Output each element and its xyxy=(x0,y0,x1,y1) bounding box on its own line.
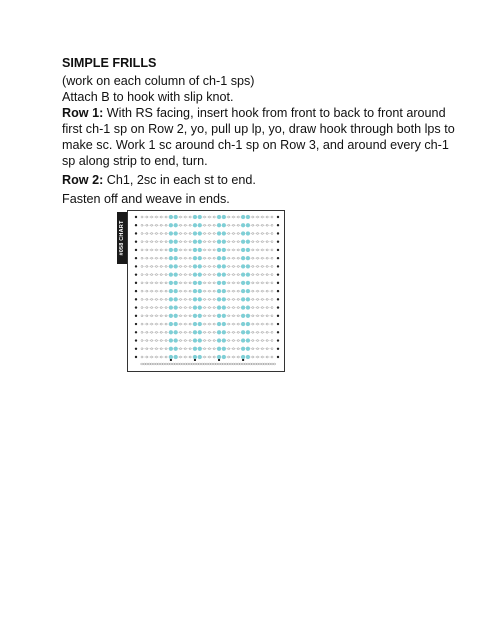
frill-stitch xyxy=(246,240,250,244)
frill-stitch xyxy=(222,223,226,227)
base-marker xyxy=(170,359,172,361)
frill-stitch xyxy=(217,215,221,219)
chart-grid xyxy=(128,211,284,371)
frill-stitch xyxy=(169,297,173,301)
frill-stitch xyxy=(217,223,221,227)
frill-stitch xyxy=(193,215,197,219)
frill-stitch xyxy=(174,223,178,227)
frill-stitch xyxy=(169,355,173,359)
frill-stitch xyxy=(198,289,202,293)
frill-stitch xyxy=(241,347,245,351)
frill-stitch xyxy=(174,265,178,269)
frill-stitch xyxy=(193,306,197,310)
frill-stitch xyxy=(222,347,226,351)
frill-stitch xyxy=(246,355,250,359)
frill-stitch xyxy=(193,248,197,252)
row-end-marker xyxy=(277,339,279,341)
frill-stitch xyxy=(241,339,245,343)
frill-stitch xyxy=(222,273,226,277)
frill-stitch xyxy=(241,273,245,277)
frill-stitch xyxy=(169,339,173,343)
frill-stitch xyxy=(241,232,245,236)
frill-stitch xyxy=(198,330,202,334)
frill-stitch xyxy=(217,256,221,260)
subheading: (work on each column of ch-1 sps) xyxy=(62,74,255,88)
frill-stitch xyxy=(241,289,245,293)
frill-stitch xyxy=(169,248,173,252)
row-end-marker xyxy=(135,306,137,308)
frill-stitch xyxy=(193,322,197,326)
frill-stitch xyxy=(174,306,178,310)
frill-stitch xyxy=(246,265,250,269)
frill-stitch xyxy=(246,289,250,293)
row2-text: Ch1, 2sc in each st to end. xyxy=(103,173,256,187)
row-end-marker xyxy=(277,315,279,317)
row-end-marker xyxy=(277,348,279,350)
frill-stitch xyxy=(174,322,178,326)
frill-stitch xyxy=(198,281,202,285)
frill-stitch xyxy=(169,289,173,293)
frill-stitch xyxy=(198,248,202,252)
row-end-marker xyxy=(135,356,137,358)
frill-stitch xyxy=(169,347,173,351)
row-end-marker xyxy=(135,290,137,292)
frill-stitch xyxy=(198,355,202,359)
frill-stitch xyxy=(246,232,250,236)
row-end-marker xyxy=(135,298,137,300)
row-end-marker xyxy=(135,282,137,284)
frill-stitch xyxy=(193,240,197,244)
row-end-marker xyxy=(277,323,279,325)
row-end-marker xyxy=(135,339,137,341)
row-end-marker xyxy=(135,224,137,226)
frill-stitch xyxy=(246,215,250,219)
frill-stitch xyxy=(217,273,221,277)
frill-stitch xyxy=(222,314,226,318)
row-end-marker xyxy=(135,315,137,317)
section-heading: SIMPLE FRILLS xyxy=(62,56,157,70)
frill-stitch xyxy=(193,347,197,351)
frill-stitch xyxy=(174,232,178,236)
frill-stitch xyxy=(241,306,245,310)
frill-stitch xyxy=(198,306,202,310)
frill-stitch xyxy=(241,322,245,326)
frill-stitch xyxy=(169,330,173,334)
frill-stitch xyxy=(241,256,245,260)
frill-stitch xyxy=(217,281,221,285)
frill-stitch xyxy=(222,339,226,343)
frill-stitch xyxy=(246,347,250,351)
frill-stitch xyxy=(174,339,178,343)
finish-instruction: Fasten off and weave in ends. xyxy=(62,192,230,206)
row2-label: Row 2: xyxy=(62,173,104,187)
frill-stitch xyxy=(217,355,221,359)
row-end-marker xyxy=(135,323,137,325)
row-end-marker xyxy=(135,331,137,333)
frill-stitch xyxy=(222,322,226,326)
frill-stitch xyxy=(217,347,221,351)
chart-tab-label: #058 CHART xyxy=(119,220,125,256)
frill-stitch xyxy=(174,330,178,334)
frill-stitch xyxy=(198,314,202,318)
frill-stitch xyxy=(246,248,250,252)
frill-stitch xyxy=(169,223,173,227)
row-end-marker xyxy=(277,224,279,226)
frill-stitch xyxy=(241,223,245,227)
frill-stitch xyxy=(222,240,226,244)
frill-stitch xyxy=(169,314,173,318)
frill-stitch xyxy=(222,297,226,301)
frill-stitch xyxy=(217,265,221,269)
frill-stitch xyxy=(222,281,226,285)
row-end-marker xyxy=(277,273,279,275)
row-end-marker xyxy=(277,249,279,251)
row-end-marker xyxy=(277,356,279,358)
attach-instruction: Attach B to hook with slip knot. xyxy=(62,90,234,104)
frill-stitch xyxy=(217,322,221,326)
frill-stitch xyxy=(246,314,250,318)
frill-stitch xyxy=(241,281,245,285)
frill-stitch xyxy=(246,223,250,227)
frill-stitch xyxy=(246,322,250,326)
frill-stitch xyxy=(222,256,226,260)
frill-stitch xyxy=(241,314,245,318)
frill-stitch xyxy=(193,297,197,301)
frill-stitch xyxy=(246,281,250,285)
frill-stitch xyxy=(222,248,226,252)
frill-stitch xyxy=(193,330,197,334)
row-end-marker xyxy=(277,257,279,259)
frill-stitch xyxy=(193,265,197,269)
frill-stitch xyxy=(174,248,178,252)
base-marker xyxy=(218,359,220,361)
frill-stitch xyxy=(198,339,202,343)
row1-label: Row 1: xyxy=(62,106,104,120)
frill-stitch xyxy=(222,330,226,334)
frill-stitch xyxy=(222,306,226,310)
row-end-marker xyxy=(135,265,137,267)
frill-stitch xyxy=(246,256,250,260)
frill-stitch xyxy=(198,347,202,351)
row-end-marker xyxy=(277,232,279,234)
frill-stitch xyxy=(174,355,178,359)
frill-stitch xyxy=(241,265,245,269)
frill-stitch xyxy=(174,273,178,277)
row1-instruction xyxy=(62,105,462,169)
frill-stitch xyxy=(246,339,250,343)
row-end-marker xyxy=(277,290,279,292)
frill-stitch xyxy=(217,314,221,318)
frill-stitch xyxy=(169,256,173,260)
frill-stitch xyxy=(198,265,202,269)
frill-stitch xyxy=(198,273,202,277)
row1-text: With RS facing, insert hook from front to back to front around first ch-1 sp on Row 2, yo, pull up lp, yo, draw hook through both lps to make sc. Work 1 sc around ch-1 sp on Row 3, and around every ch-1 sp along strip to end, turn. xyxy=(62,106,455,168)
frill-stitch xyxy=(241,330,245,334)
frill-stitch xyxy=(193,281,197,285)
row-end-marker xyxy=(135,249,137,251)
frill-stitch xyxy=(241,297,245,301)
frill-stitch xyxy=(193,355,197,359)
frill-stitch xyxy=(198,232,202,236)
frill-stitch xyxy=(169,273,173,277)
frill-stitch xyxy=(198,215,202,219)
frill-stitch xyxy=(174,281,178,285)
frill-stitch xyxy=(241,248,245,252)
frill-stitch xyxy=(241,215,245,219)
frill-stitch xyxy=(222,289,226,293)
row-end-marker xyxy=(135,232,137,234)
frill-stitch xyxy=(217,232,221,236)
frill-stitch xyxy=(193,339,197,343)
frill-stitch xyxy=(174,347,178,351)
row-end-marker xyxy=(277,331,279,333)
frill-stitch xyxy=(169,240,173,244)
frill-stitch xyxy=(169,322,173,326)
base-marker xyxy=(242,359,244,361)
row-end-marker xyxy=(135,216,137,218)
frill-stitch xyxy=(174,297,178,301)
frill-stitch xyxy=(193,256,197,260)
frill-stitch xyxy=(169,215,173,219)
frill-stitch xyxy=(246,330,250,334)
frill-stitch xyxy=(174,289,178,293)
row-end-marker xyxy=(135,241,137,243)
frill-stitch xyxy=(169,265,173,269)
frill-stitch xyxy=(217,330,221,334)
frill-stitch xyxy=(198,240,202,244)
frill-stitch xyxy=(198,297,202,301)
frill-stitch xyxy=(174,240,178,244)
row-end-marker xyxy=(277,216,279,218)
stitch-chart xyxy=(127,210,285,372)
frill-stitch xyxy=(246,297,250,301)
frill-stitch xyxy=(193,273,197,277)
row-end-marker xyxy=(277,282,279,284)
frill-stitch xyxy=(217,240,221,244)
row-end-marker xyxy=(135,348,137,350)
frill-stitch xyxy=(217,289,221,293)
frill-stitch xyxy=(222,215,226,219)
frill-stitch xyxy=(198,322,202,326)
frill-stitch xyxy=(174,256,178,260)
frill-stitch xyxy=(246,273,250,277)
row-end-marker xyxy=(277,265,279,267)
frill-stitch xyxy=(174,215,178,219)
frill-stitch xyxy=(222,232,226,236)
frill-stitch xyxy=(198,223,202,227)
frill-stitch xyxy=(217,339,221,343)
frill-stitch xyxy=(241,355,245,359)
row-end-marker xyxy=(135,257,137,259)
base-marker xyxy=(194,359,196,361)
pattern-text xyxy=(62,55,462,207)
frill-stitch xyxy=(217,248,221,252)
frill-stitch xyxy=(222,355,226,359)
frill-stitch xyxy=(246,306,250,310)
row-end-marker xyxy=(277,306,279,308)
row2-instruction xyxy=(62,172,462,188)
frill-stitch xyxy=(198,256,202,260)
frill-stitch xyxy=(217,297,221,301)
frill-stitch xyxy=(169,306,173,310)
frill-stitch xyxy=(193,232,197,236)
frill-stitch xyxy=(169,232,173,236)
chart-tab xyxy=(117,212,127,264)
row-end-marker xyxy=(277,241,279,243)
frill-stitch xyxy=(169,281,173,285)
frill-stitch xyxy=(193,289,197,293)
row-end-marker xyxy=(277,298,279,300)
frill-stitch xyxy=(193,314,197,318)
frill-stitch xyxy=(241,240,245,244)
frill-stitch xyxy=(222,265,226,269)
frill-stitch xyxy=(217,306,221,310)
row-end-marker xyxy=(135,273,137,275)
frill-stitch xyxy=(174,314,178,318)
frill-stitch xyxy=(193,223,197,227)
